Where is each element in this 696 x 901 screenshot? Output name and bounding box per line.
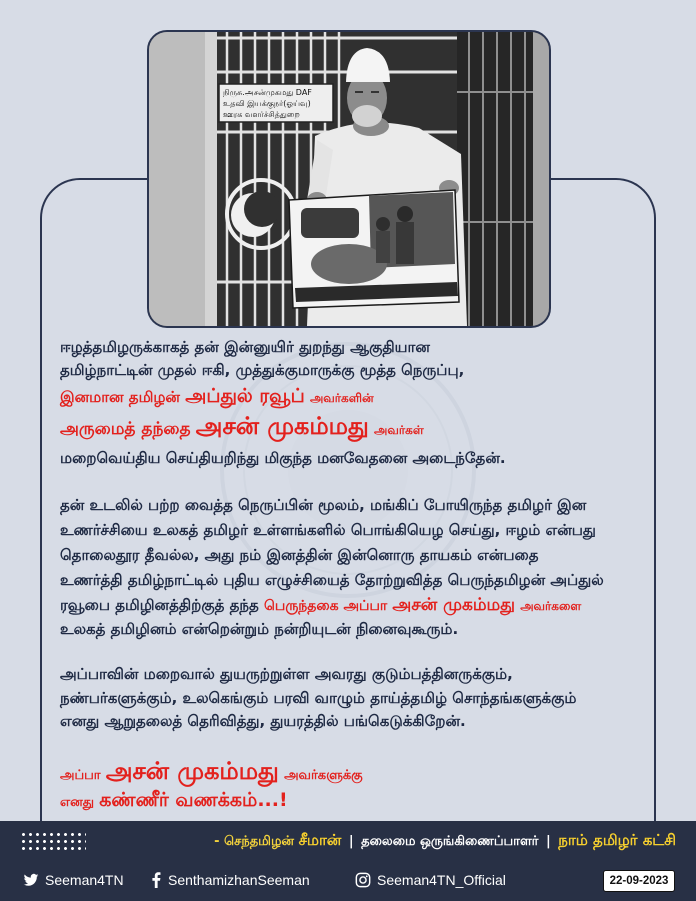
signature-party: நாம் தமிழர் கட்சி xyxy=(558,831,676,849)
signature-separator-1: | xyxy=(348,834,354,849)
message-p3-line-3: எனது ஆறுதலைத் தெரிவித்து, துயரத்தில் பங்கெடுக்கிறேன். xyxy=(60,712,466,730)
sign-line-1: நிருசு.அசன்முகமது DAF xyxy=(223,88,312,97)
closing-tearful-salute: கண்ணீர் வணக்கம்...! xyxy=(99,789,288,811)
message-p2-line-2: உணர்ச்சியை உலகத் தமிழர் உள்ளங்களில் பொங்கியெழ செய்து, ஈழம் என்பது xyxy=(60,521,596,539)
message-p2-line-3: தொலைதூர தீவல்ல, அது நம் இனத்தின் இன்னொரு தாயகம் என்பதை xyxy=(60,546,539,564)
poster-girl-body xyxy=(376,231,390,263)
social-facebook xyxy=(150,869,310,891)
message-p2-line-5-text: ரவூபை தமிழினத்திற்குத் தந்த xyxy=(60,596,259,614)
name-sign xyxy=(219,84,333,122)
instagram-handle: Seeman4TN_Official xyxy=(377,872,506,888)
deceased-name: அசன் முகம்மது xyxy=(195,412,369,440)
social-twitter xyxy=(23,869,124,891)
held-poster xyxy=(289,190,459,308)
footer-bar xyxy=(0,821,696,901)
crescent-cutout xyxy=(244,191,280,227)
message-p3-line-2: நண்பர்களுக்கும், உலகெங்கும் பரவி வாழும் தாய்த்தமிழ் சொந்தங்களுக்கும் xyxy=(60,689,577,707)
poster-girl-head xyxy=(376,217,390,231)
signature-line xyxy=(214,829,676,853)
poster-man-body xyxy=(396,222,414,264)
date-badge: 22-09-2023 xyxy=(603,870,675,892)
message-p2-line-6: உலகத் தமிழினம் என்றென்றும் நன்றியுடன் நினைவுகூரும். xyxy=(60,620,459,638)
closing-line-2 xyxy=(60,786,288,817)
right-wall xyxy=(533,32,549,326)
message-p2-line-1: தன் உடலில் பற்ற வைத்த நெருப்பின் மூலம், மங்கிப் போயிருந்த தமிழர் இன xyxy=(60,496,587,514)
honorific-suffix: அவர்கள் xyxy=(374,423,424,437)
message-p1-line-5: மறைவெய்திய செய்தியறிந்து மிகுந்த மனவேதனை அடைந்தேன். xyxy=(60,449,506,467)
twitter-icon xyxy=(23,872,39,888)
signature-prefix: - செந்தமிழன் xyxy=(214,834,295,849)
tribute-photo xyxy=(147,30,551,328)
poster-title-art xyxy=(301,208,359,238)
signature-title: தலைமை ஒருங்கிணைப்பாளர் xyxy=(361,834,539,849)
possessive-suffix: அவர்களின் xyxy=(309,391,374,405)
son-name: அப்துல் ரவூப் xyxy=(185,385,305,407)
door-frame xyxy=(205,32,217,326)
signature-separator-2: | xyxy=(546,834,551,849)
message-p1-line-2: தமிழ்நாட்டின் முதல் ஈகி, முத்துக்குமாருக்கு மூத்த நெருப்பு, xyxy=(60,361,465,379)
dots-decoration xyxy=(20,831,86,853)
father-phrase: அருமைத் தந்தை xyxy=(60,419,191,439)
twitter-handle: Seeman4TN xyxy=(45,872,124,888)
beard xyxy=(352,105,382,127)
social-instagram xyxy=(355,869,506,891)
sign-line-3: ஊரக வளர்ச்சித்துறை xyxy=(223,110,300,119)
closing-my: எனது xyxy=(60,795,95,810)
closing-deceased-name: அசன் முகம்மது xyxy=(105,757,279,785)
facebook-handle: SenthamizhanSeeman xyxy=(168,872,310,888)
message-p2-line-4: உணர்த்தி தமிழ்நாட்டில் புதிய எழுச்சியைத் தோற்றுவித்த பெருந்தமிழன் அப்துல் xyxy=(60,571,604,589)
deceased-name-2: அசன் முகம்மது xyxy=(392,595,515,615)
message-p2-line-5 xyxy=(60,592,581,619)
tribute-phrase: பெருந்தகை அப்பா xyxy=(264,598,388,614)
poster-man-head xyxy=(397,206,413,222)
signature-name: சீமான் xyxy=(298,831,342,849)
sign-line-2: உதவி இயக்குநர்(ஓய்வு) xyxy=(223,99,311,108)
instagram-icon xyxy=(355,872,371,888)
honorific-suffix-2: அவர்களை xyxy=(520,599,582,613)
message-p1-line-1: ஈழத்தமிழருக்காகத் தன் இன்னுயிர் துறந்து ஆகுதியான xyxy=(60,338,430,356)
honorific-phrase: இனமான தமிழன் xyxy=(60,388,180,406)
closing-suffix: அவர்களுக்கு xyxy=(284,768,363,783)
left-wall xyxy=(149,32,207,326)
facebook-icon xyxy=(150,872,162,888)
message-p1-line-3 xyxy=(60,382,374,412)
poster-animal-figure xyxy=(311,244,387,284)
closing-appa: அப்பா xyxy=(60,768,101,783)
message-p1-line-4 xyxy=(60,409,424,447)
photo-illustration xyxy=(149,32,549,326)
message-p3-line-1: அப்பாவின் மறைவால் துயருற்றுள்ள அவரது குடும்பத்தினருக்கும், xyxy=(60,665,513,683)
